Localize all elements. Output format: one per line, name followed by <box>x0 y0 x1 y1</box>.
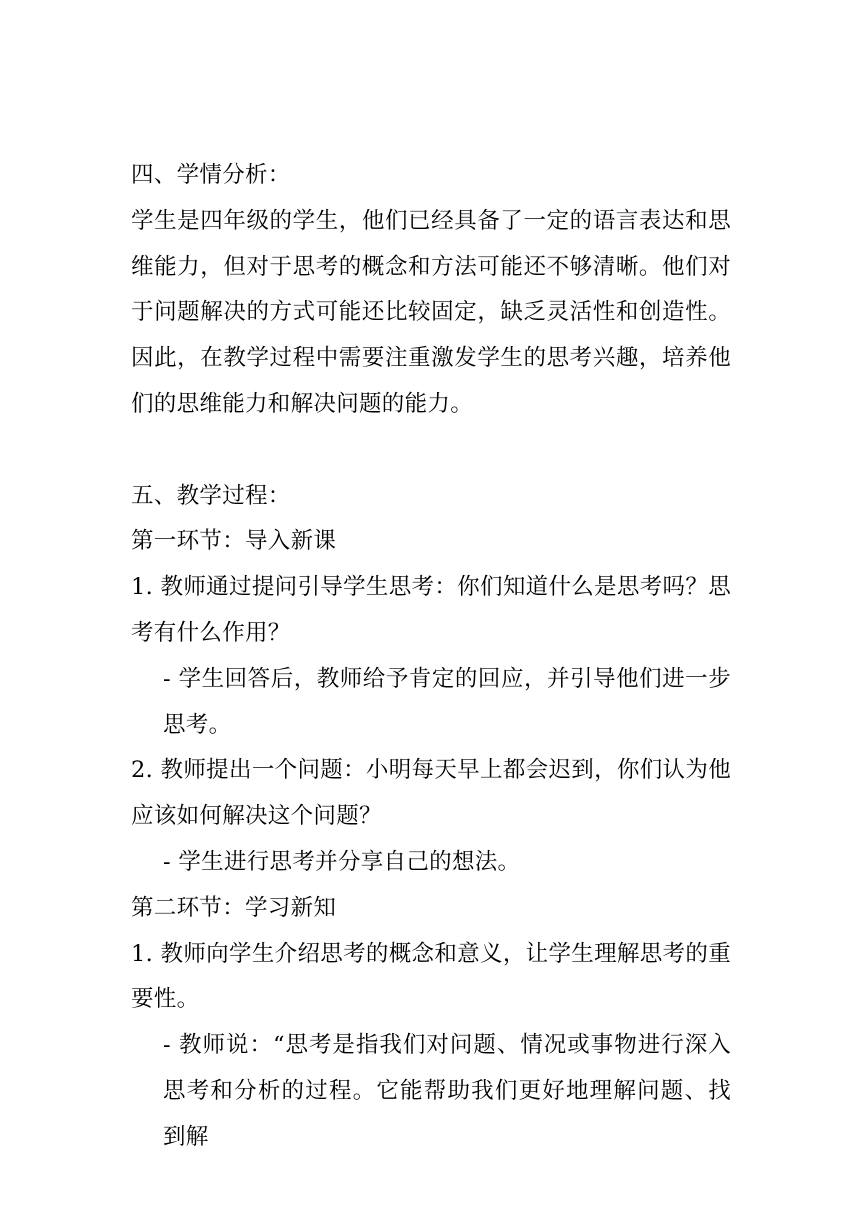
step-title-new-knowledge: 第二环节：学习新知 <box>131 894 337 921</box>
section-heading-learning-analysis: 四、学情分析： <box>131 162 291 188</box>
paragraph-spacer <box>131 428 731 474</box>
list-subitem: - 教师说：“思考是指我们对问题、情况或事物进行深入思考和分析的过程。它能帮助我们更好地理解问题、找到解 <box>163 1032 731 1150</box>
document-content <box>131 153 731 1161</box>
learning-analysis-paragraph: 学生是四年级的学生，他们已经具备了一定的语言表达和思维能力，但对于思考的概念和方法可能还不够清晰。他们对于问题解决的方式可能还比较固定，缺乏灵活性和创造性。因此，在教学过程中需要注重激发学生的思考兴趣，培养他们的思维能力和解决问题的能力。 <box>131 207 731 417</box>
list-subitem: - 学生回答后，教师给予肯定的回应，并引导他们进一步思考。 <box>163 665 731 738</box>
list-item: 1. 教师向学生介绍思考的概念和意义，让学生理解思考的重要性。 <box>131 940 731 1013</box>
list-item: 2. 教师提出一个问题：小明每天早上都会迟到，你们认为他应该如何解决这个问题？ <box>131 757 731 830</box>
list-item: 1. 教师通过提问引导学生思考：你们知道什么是思考吗？思考有什么作用？ <box>131 574 731 646</box>
list-subitem: - 学生进行思考并分享自己的想法。 <box>163 848 521 875</box>
step-title-introduction: 第一环节：导入新课 <box>131 528 337 555</box>
section-heading-teaching-process: 五、教学过程： <box>131 482 291 509</box>
